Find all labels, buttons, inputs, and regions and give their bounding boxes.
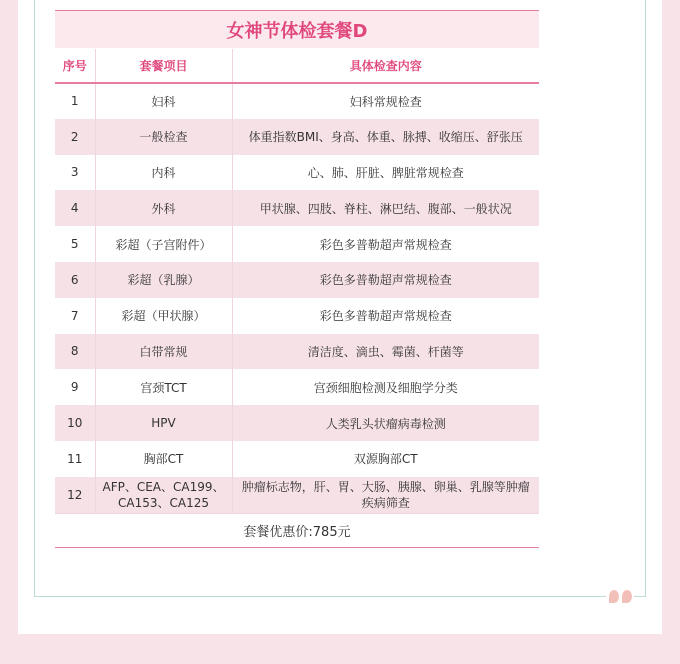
package-title: 女神节体检套餐D xyxy=(55,11,539,49)
row-no: 12 xyxy=(55,477,95,513)
row-no: 7 xyxy=(55,298,95,334)
row-no: 1 xyxy=(55,83,95,119)
table-row xyxy=(55,298,539,334)
row-item: 胸部CT xyxy=(95,441,232,477)
table-row xyxy=(55,369,539,405)
quote-mark-icon xyxy=(606,586,634,606)
row-no: 9 xyxy=(55,369,95,405)
row-item: 妇科 xyxy=(95,83,232,119)
table-row xyxy=(55,83,539,119)
row-no: 8 xyxy=(55,334,95,370)
row-no: 5 xyxy=(55,226,95,262)
header-item: 套餐项目 xyxy=(95,49,232,83)
row-no: 2 xyxy=(55,119,95,155)
row-item: 内科 xyxy=(95,155,232,191)
table-row xyxy=(55,226,539,262)
table-row xyxy=(55,477,539,513)
header-content: 具体检查内容 xyxy=(232,49,539,83)
row-content: 肿瘤标志物，肝、胃、大肠、胰腺、卵巢、乳腺等肿瘤疾病筛查 xyxy=(232,477,539,513)
package-table-panel xyxy=(55,10,539,548)
row-no: 3 xyxy=(55,155,95,191)
row-no: 10 xyxy=(55,405,95,441)
row-item: 彩超（子宫附件） xyxy=(95,226,232,262)
table-row xyxy=(55,190,539,226)
package-price: 套餐优惠价:785元 xyxy=(55,513,539,547)
row-content: 彩色多普勒超声常规检查 xyxy=(232,226,539,262)
row-content: 双源胸部CT xyxy=(232,441,539,477)
row-content: 彩色多普勒超声常规检查 xyxy=(232,262,539,298)
row-content: 彩色多普勒超声常规检查 xyxy=(232,298,539,334)
row-content: 人类乳头状瘤病毒检测 xyxy=(232,405,539,441)
row-content: 心、肺、肝脏、脾脏常规检查 xyxy=(232,155,539,191)
table-row xyxy=(55,155,539,191)
row-content: 体重指数BMI、身高、体重、脉搏、收缩压、舒张压 xyxy=(232,119,539,155)
table-row xyxy=(55,405,539,441)
row-no: 11 xyxy=(55,441,95,477)
table-row xyxy=(55,119,539,155)
row-content: 妇科常规检查 xyxy=(232,83,539,119)
header-no: 序号 xyxy=(55,49,95,83)
row-item: 彩超（乳腺） xyxy=(95,262,232,298)
package-table xyxy=(55,49,539,513)
row-item: 宫颈TCT xyxy=(95,369,232,405)
row-no: 6 xyxy=(55,262,95,298)
table-header-row xyxy=(55,49,539,83)
row-content: 清洁度、滴虫、霉菌、杆菌等 xyxy=(232,334,539,370)
row-item: 外科 xyxy=(95,190,232,226)
row-item: 白带常规 xyxy=(95,334,232,370)
row-item: AFP、CEA、CA199、CA153、CA125 xyxy=(95,477,232,513)
row-item: HPV xyxy=(95,405,232,441)
row-item: 一般检查 xyxy=(95,119,232,155)
row-content: 甲状腺、四肢、脊柱、淋巴结、腹部、一般状况 xyxy=(232,190,539,226)
table-row xyxy=(55,441,539,477)
row-no: 4 xyxy=(55,190,95,226)
table-row xyxy=(55,262,539,298)
table-row xyxy=(55,334,539,370)
row-item: 彩超（甲状腺） xyxy=(95,298,232,334)
row-content: 宫颈细胞检测及细胞学分类 xyxy=(232,369,539,405)
